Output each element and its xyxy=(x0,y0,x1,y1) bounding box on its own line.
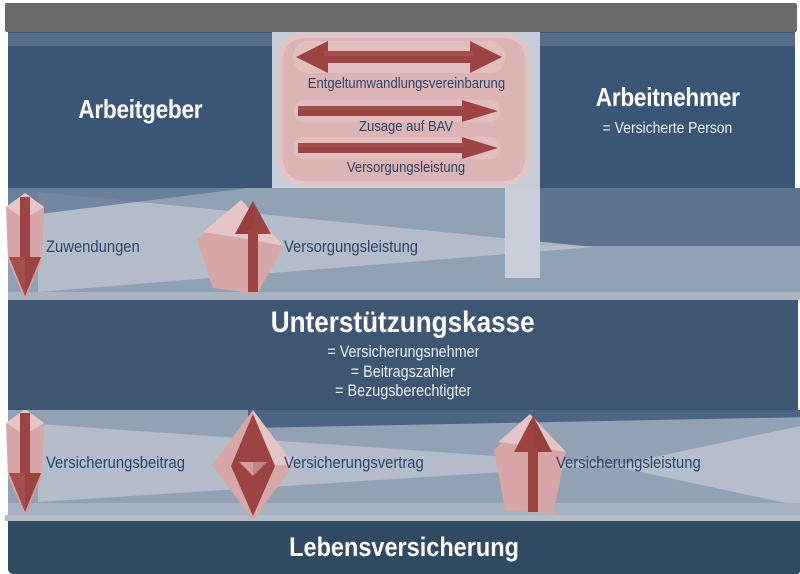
employee-subtitle-text: = Versicherte Person xyxy=(602,119,733,137)
insurer-title-text: Lebensversicherung xyxy=(289,532,519,562)
ukasse-roles xyxy=(8,343,798,402)
arrow-right-icon xyxy=(294,136,500,160)
relation-label-text: Versorgungsleistung xyxy=(346,159,466,176)
employee-title-text: Arbeitnehmer xyxy=(595,81,740,112)
glitch-light-column xyxy=(505,188,540,278)
relation-label-text: Zusage auf BAV xyxy=(358,118,454,135)
flow-label-text: Versicherungsbeitrag xyxy=(46,453,185,472)
employer-title-text: Arbeitgeber xyxy=(77,94,203,124)
versicherungsleistung-label xyxy=(556,454,722,472)
relation-label-text: Entgeltumwandlungsvereinbarung xyxy=(307,75,505,92)
relations-panel xyxy=(272,31,540,188)
employee-title xyxy=(585,82,750,113)
gray-overlay-band xyxy=(5,3,797,32)
ukasse-role xyxy=(8,343,798,363)
ukasse-role xyxy=(8,363,798,383)
versicherungsbeitrag-label xyxy=(46,454,206,472)
glitch-bottom-strip xyxy=(8,292,800,300)
ukasse-role-text: = Versicherungsnehmer xyxy=(326,343,480,361)
relation-label-entgeltumwandlung xyxy=(272,76,540,92)
zuwendungen-label xyxy=(46,238,154,256)
employee-box xyxy=(540,31,795,188)
ukasse-title xyxy=(8,306,798,340)
flow-label-text: Versicherungsvertrag xyxy=(284,453,424,472)
arrow-down-icon xyxy=(3,408,47,518)
ukasse-title-text: Unterstützungskasse xyxy=(271,306,535,339)
versicherungsvertrag-label xyxy=(284,454,445,472)
flow-label-text: Zuwendungen xyxy=(46,237,140,256)
ukasse-role-text: = Bezugsberechtigter xyxy=(334,382,472,400)
ukasse-role-text: = Beitragszahler xyxy=(350,362,456,381)
arrow-up-icon xyxy=(195,198,285,296)
employer-title xyxy=(69,94,212,125)
upper-flow-band xyxy=(8,188,800,300)
insurer-bar xyxy=(8,521,800,574)
arrow-left-right-icon xyxy=(293,38,505,76)
versorgungsleistung-label xyxy=(284,238,438,256)
glitch-dark-rect xyxy=(540,188,800,246)
relation-label-zusage xyxy=(272,119,540,135)
insurer-title xyxy=(272,532,536,563)
lower-flow-band xyxy=(8,410,800,515)
flow-label-text: Versicherungsleistung xyxy=(556,453,701,472)
glitch-bottom-strip xyxy=(8,503,800,515)
employee-subtitle xyxy=(593,120,742,138)
ukasse-band xyxy=(8,300,798,410)
relation-label-versorgung xyxy=(272,160,540,176)
flow-label-text: Versorgungsleistung xyxy=(284,237,419,256)
arrow-down-icon xyxy=(3,192,47,302)
ukasse-role xyxy=(8,382,798,402)
employer-box xyxy=(8,31,272,188)
